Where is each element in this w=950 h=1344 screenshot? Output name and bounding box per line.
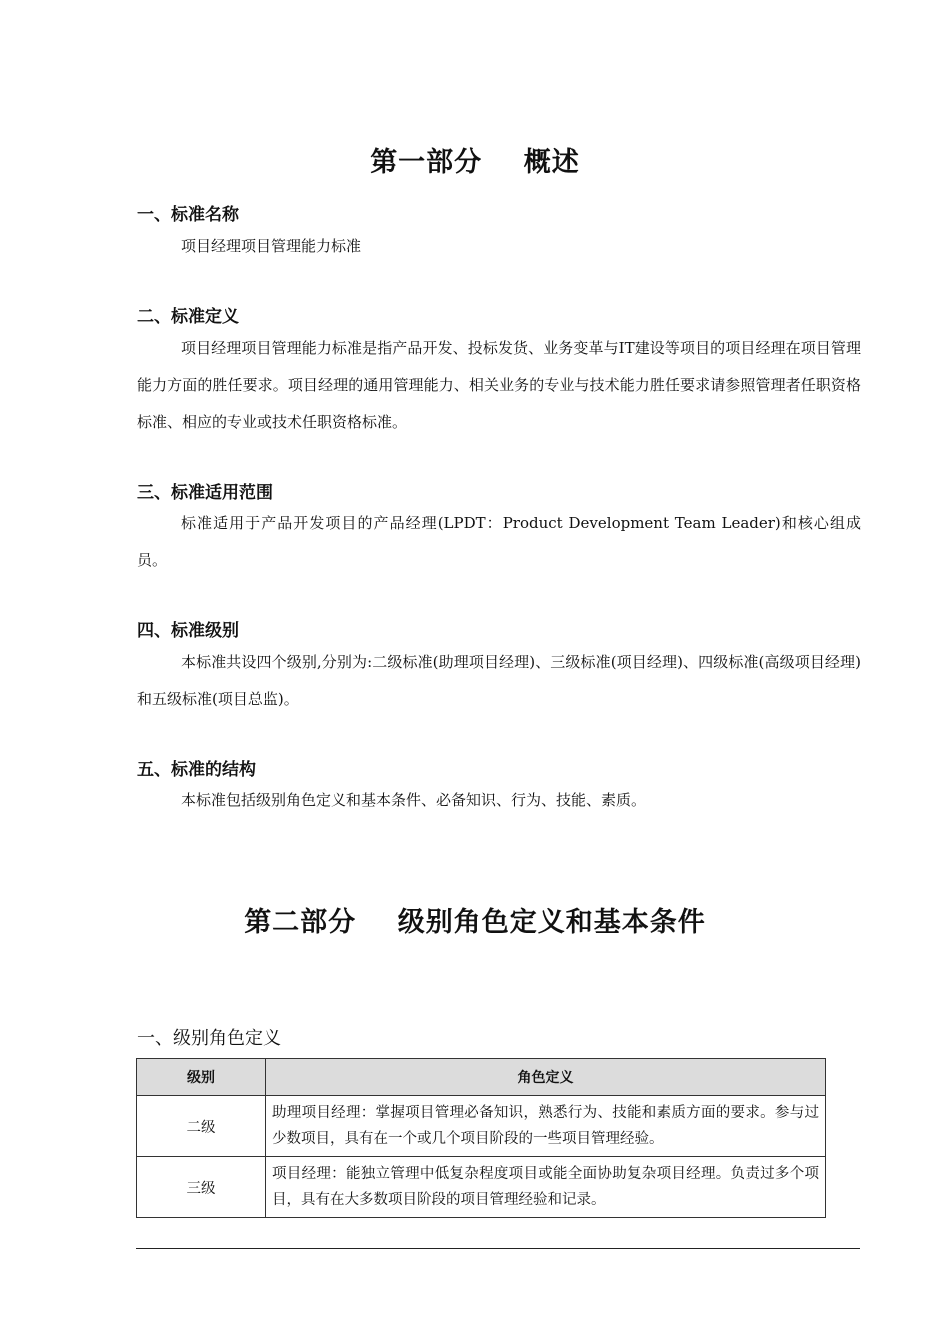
role-definition-table — [136, 1058, 826, 1218]
section-heading-definition: 二、标准定义 — [137, 307, 239, 327]
section-text-structure: 本标准包括级别角色定义和基本条件、必备知识、行为、技能、素质。 — [181, 791, 647, 809]
section-text-levels: 本标准共设四个级别,分别为:二级标准(助理项目经理)、三级标准(项目经理)、四级标准(高级项目经理)和五级标准(项目总监)。 — [137, 653, 861, 708]
table-row — [137, 1096, 826, 1157]
table-row — [137, 1157, 826, 1218]
role-definition-subheading: 一、级别角色定义 — [137, 1028, 281, 1049]
level-cell: 三级 — [137, 1157, 266, 1218]
column-header-level: 级别 — [137, 1059, 266, 1096]
definition-cell: 项目经理：能独立管理中低复杂程度项目或能全面协助复杂项目经理。负责过多个项目，具有在大多数项目阶段的项目管理经验和记录。 — [266, 1157, 826, 1218]
level-cell: 二级 — [137, 1096, 266, 1157]
column-header-definition: 角色定义 — [266, 1059, 826, 1096]
part2-title: 第二部分 级别角色定义和基本条件 — [244, 907, 706, 938]
footer-divider — [136, 1248, 860, 1249]
section-heading-levels: 四、标准级别 — [137, 621, 239, 641]
section-heading-name: 一、标准名称 — [137, 205, 239, 225]
table-header-row — [137, 1059, 826, 1096]
definition-cell: 助理项目经理：掌握项目管理必备知识，熟悉行为、技能和素质方面的要求。参与过少数项目，具有在一个或几个项目阶段的一些项目管理经验。 — [266, 1096, 826, 1157]
section-heading-structure: 五、标准的结构 — [137, 760, 256, 780]
section-text-name: 项目经理项目管理能力标准 — [181, 237, 362, 255]
section-heading-scope: 三、标准适用范围 — [137, 483, 273, 503]
section-text-definition: 项目经理项目管理能力标准是指产品开发、投标发货、业务变革与IT建设等项目的项目经理在项目管理能力方面的胜任要求。项目经理的通用管理能力、相关业务的专业与技术能力胜任要求请参照管理者任职资格标准、相应的专业或技术任职资格标准。 — [137, 339, 861, 431]
part1-title: 第一部分 概述 — [370, 147, 580, 178]
section-text-scope: 标准适用于产品开发项目的产品经理(LPDT：Product Development Team Leader)和核心组成员。 — [137, 514, 861, 569]
